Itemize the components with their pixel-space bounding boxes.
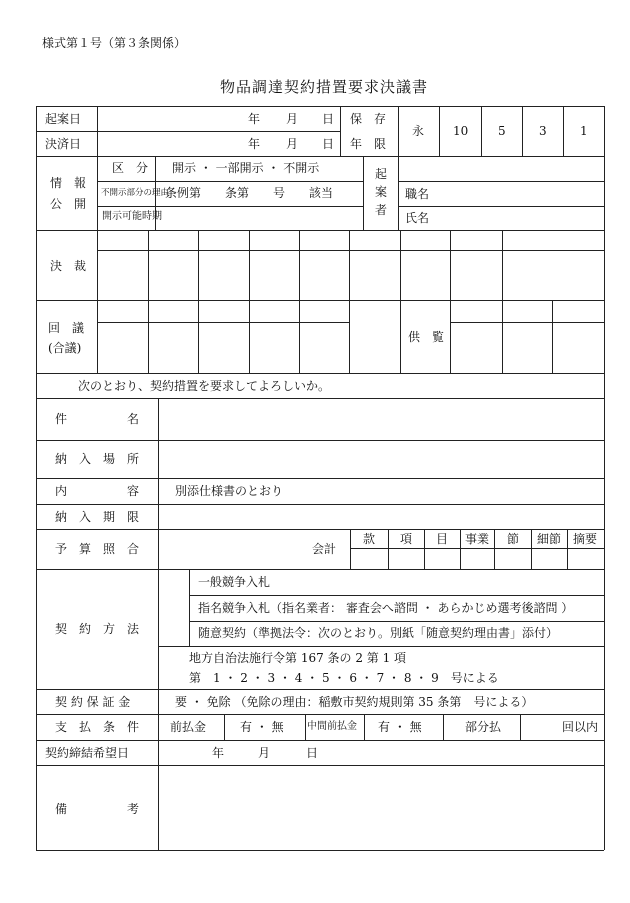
retention-option-3[interactable]: 3 — [539, 124, 547, 138]
reason-label: 不開示部分の理由 — [101, 188, 170, 198]
method-law-reference: 地方自治法施行令第 167 条の 2 第 1 項 — [189, 651, 407, 665]
account-label: 会計 — [312, 542, 337, 556]
draft-month: 月 — [286, 112, 299, 126]
position-label: 職名 — [405, 187, 430, 201]
content-label: 内 容 — [55, 484, 140, 498]
decision-day: 日 — [322, 137, 335, 151]
deposit-label: 契 約 保 証 金 — [55, 695, 131, 709]
draft-day: 日 — [322, 112, 335, 126]
delivery-deadline-label: 納 入 期 限 — [55, 510, 140, 524]
item-label: 件 名 — [55, 412, 140, 426]
advance-label: 前払金 — [170, 720, 207, 734]
retention-option-1[interactable]: 1 — [580, 124, 588, 138]
method-general-bid[interactable]: 一般競争入札 — [198, 575, 271, 589]
budget-col-kan: 款 — [363, 532, 376, 546]
desired-day: 日 — [306, 746, 319, 760]
times-label: 回以内 — [562, 720, 599, 734]
period-label: 開示可能時期 — [102, 211, 162, 222]
category-value[interactable]: 開示 ・ 一部開示 ・ 不開示 — [172, 161, 320, 175]
retention-option-permanent[interactable]: 永 — [412, 124, 425, 138]
reason-value[interactable]: 条例第 条第 号 該当 — [165, 186, 334, 200]
info-label-top: 情 報 — [50, 176, 87, 190]
name-label: 氏名 — [405, 211, 430, 225]
decision-month: 月 — [286, 137, 299, 151]
retention-label-top: 保 存 — [350, 112, 387, 126]
mid-advance-value[interactable]: 有 ・ 無 — [378, 720, 422, 734]
review-label: 供 覧 — [408, 330, 445, 344]
budget-col-moku: 目 — [436, 532, 449, 546]
partial-payment-label: 部分払 — [465, 720, 502, 734]
consult-label-bottom: (合議) — [48, 341, 82, 355]
advance-value[interactable]: 有 ・ 無 — [240, 720, 284, 734]
drafter-label-3: 者 — [375, 203, 388, 217]
deposit-value[interactable]: 要 ・ 免除 （免除の理由：稲敷市契約規則第 35 条第 号による） — [175, 695, 534, 709]
payment-label: 支 払 条 件 — [55, 720, 140, 734]
draft-date-label: 起案日 — [45, 112, 82, 126]
method-nominated-bid[interactable]: 指名競争入札（指名業者： 審査会へ諮問 ・ あらかじめ選考後諮問 ） — [198, 601, 574, 615]
content-value[interactable]: 別添仕様書のとおり — [175, 484, 284, 498]
budget-col-kou: 項 — [400, 532, 413, 546]
consult-label-top: 回 議 — [48, 321, 85, 335]
decision-label: 決 裁 — [50, 259, 87, 273]
retention-option-10[interactable]: 10 — [453, 124, 469, 138]
contract-method-label: 契 約 方 法 — [55, 622, 140, 636]
draft-year: 年 — [248, 112, 261, 126]
decision-date-label: 決済日 — [45, 137, 82, 151]
desired-month: 月 — [258, 746, 271, 760]
delivery-place-label: 納 入 場 所 — [55, 452, 140, 466]
method-law-items[interactable]: 第 1 ・ 2 ・ 3 ・ 4 ・ 5 ・ 6 ・ 7 ・ 8 ・ 9 号による — [189, 671, 499, 685]
desired-year: 年 — [212, 746, 225, 760]
remarks-label: 備 考 — [55, 802, 140, 816]
decision-year: 年 — [248, 137, 261, 151]
budget-col-saisetsu: 細節 — [537, 532, 562, 546]
budget-label: 予 算 照 合 — [55, 542, 140, 556]
budget-col-setsu: 節 — [507, 532, 520, 546]
page-title: 物品調達契約措置要求決議書 — [220, 78, 429, 96]
request-text: 次のとおり、契約措置を要求してよろしいか。 — [78, 379, 331, 393]
mid-advance-label: 中間前払金 — [307, 721, 357, 732]
desired-date-label: 契約締結希望日 — [45, 746, 130, 760]
budget-col-tekiyo: 摘要 — [573, 532, 598, 546]
info-label-bottom: 公 開 — [50, 197, 87, 211]
budget-col-jigyo: 事業 — [465, 532, 490, 546]
method-private-contract[interactable]: 随意契約（準拠法令：次のとおり。別紙「随意契約理由書」添付） — [198, 626, 559, 640]
retention-option-5[interactable]: 5 — [498, 124, 506, 138]
drafter-label-1: 起 — [375, 167, 388, 181]
category-label: 区 分 — [112, 161, 149, 175]
retention-label-bottom: 年 限 — [350, 137, 387, 151]
drafter-label-2: 案 — [375, 185, 388, 199]
form-number: 様式第１号（第３条関係） — [42, 36, 187, 50]
